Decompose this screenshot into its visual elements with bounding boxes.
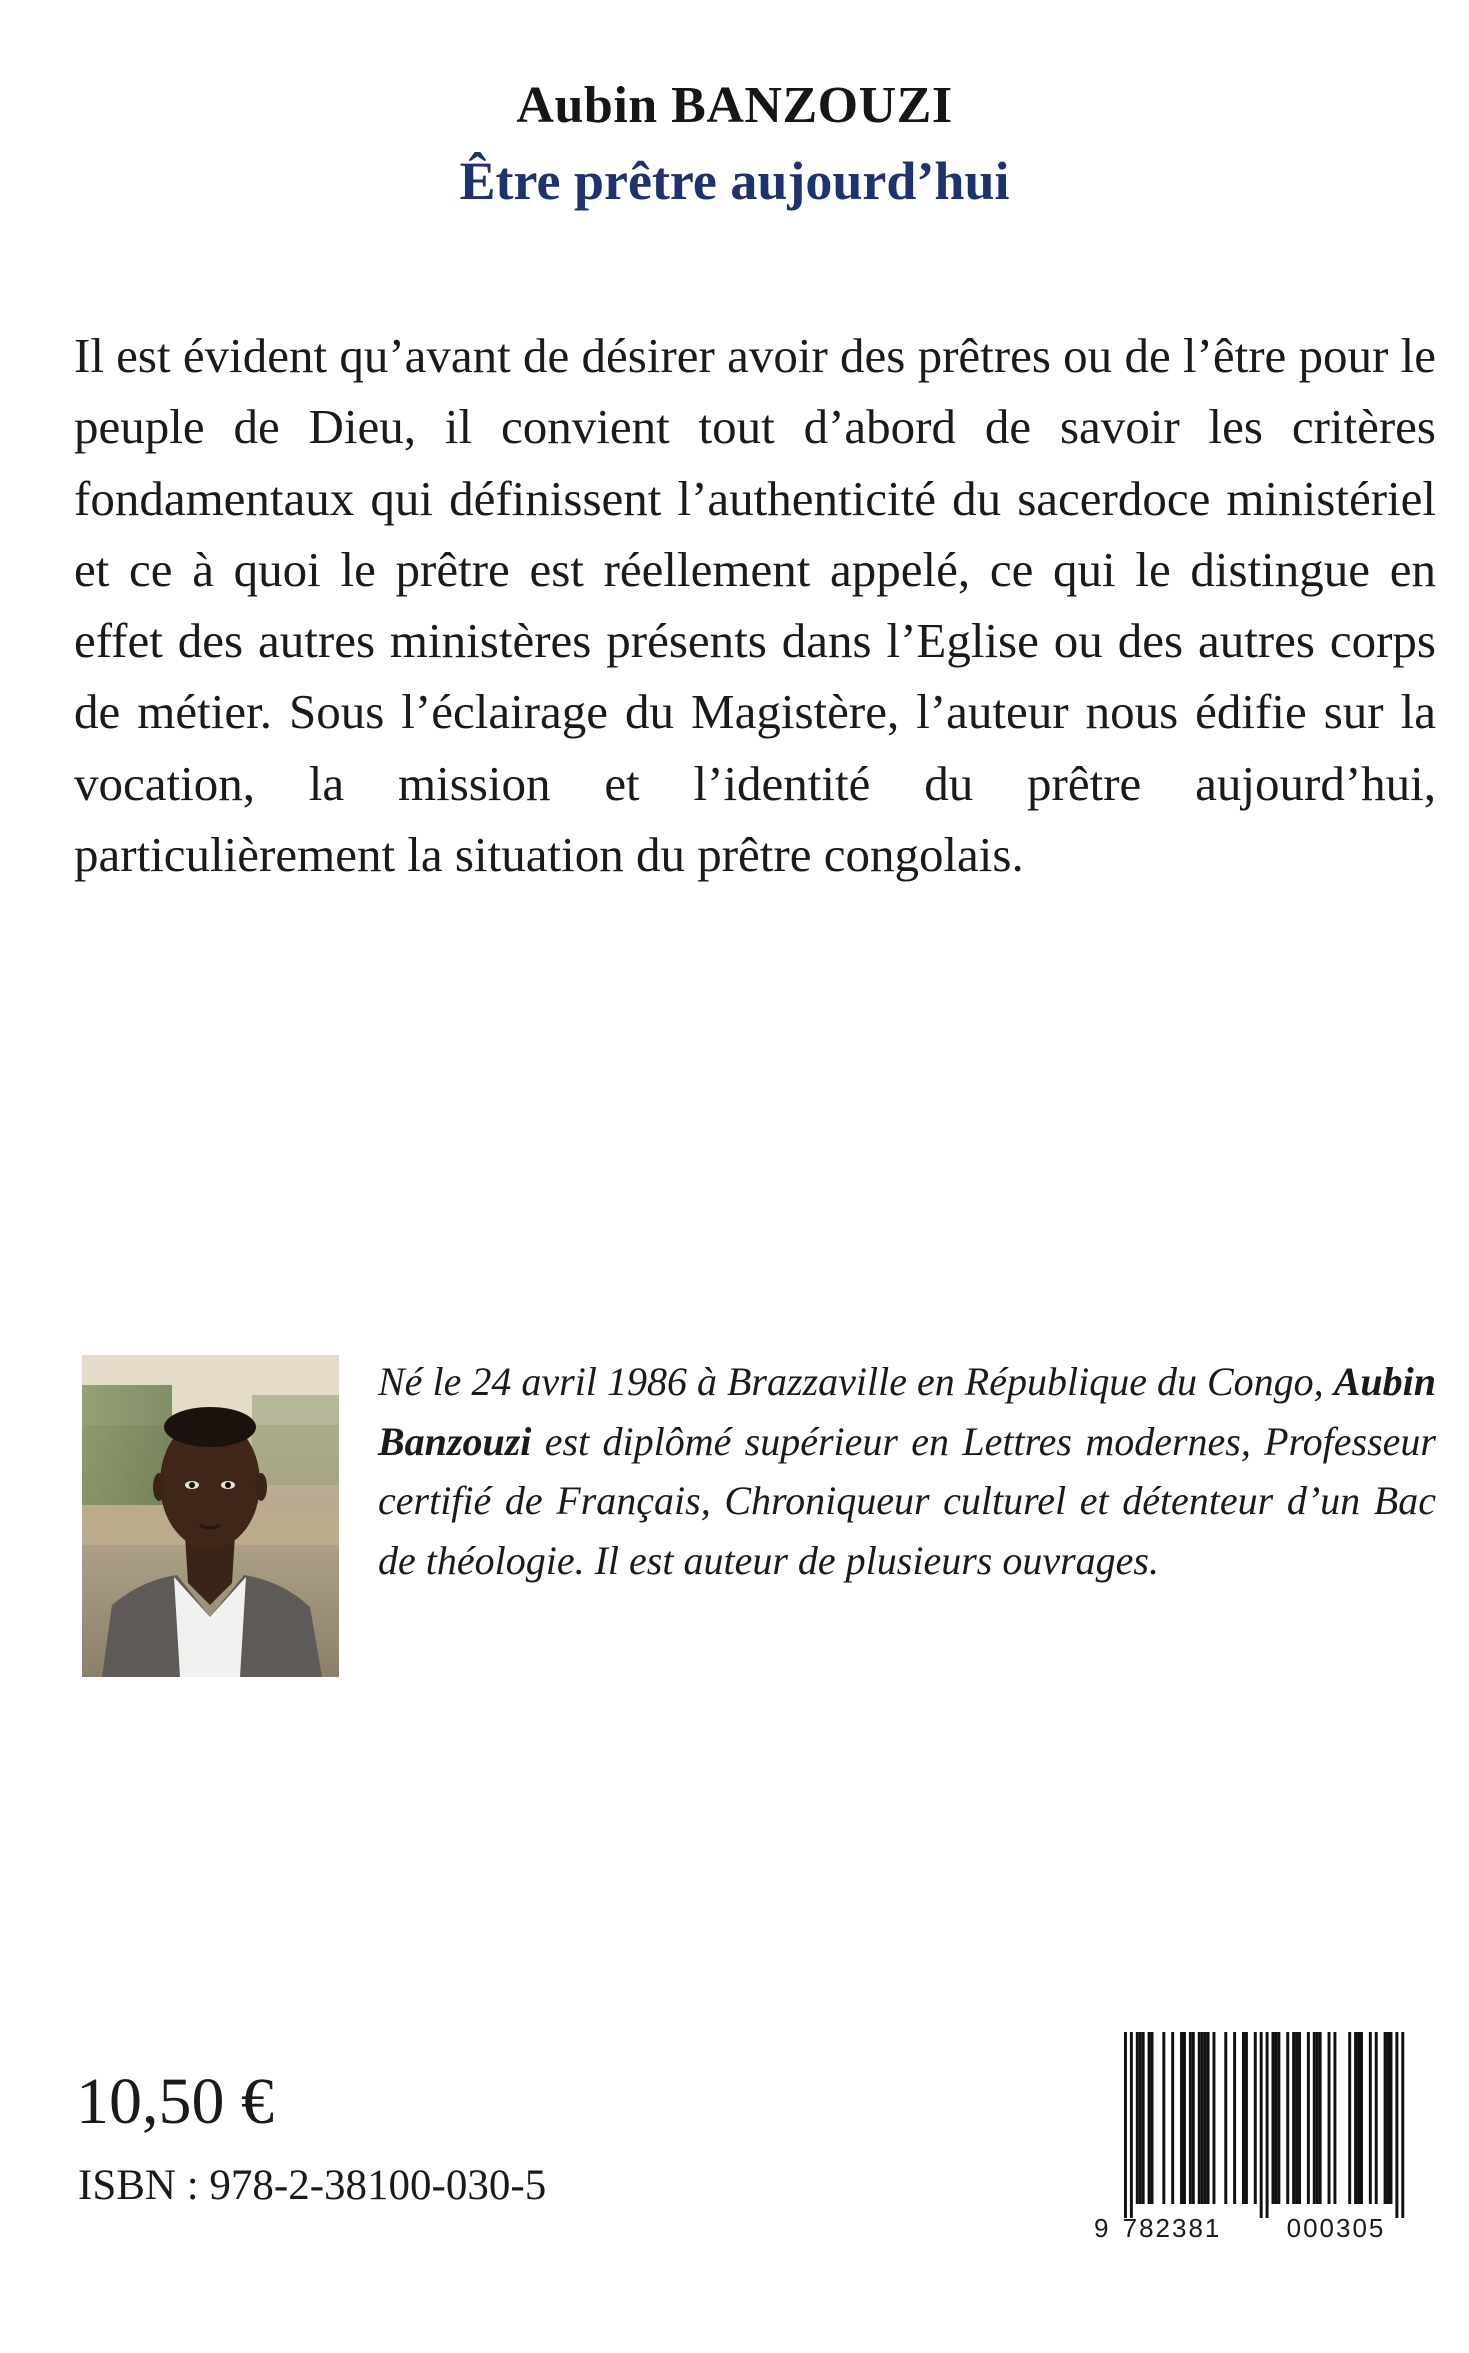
barcode-bar <box>1369 2032 1372 2204</box>
barcode-bar <box>1274 2032 1277 2204</box>
barcode-bar <box>1162 2032 1165 2204</box>
barcode-bar <box>1151 2032 1154 2204</box>
barcode-bar <box>1375 2032 1378 2204</box>
barcode-left-digits: 782381 <box>1122 2213 1222 2243</box>
author-portrait-image <box>82 1355 339 1677</box>
barcode-bar <box>1183 2032 1186 2204</box>
barcode-bar <box>1233 2032 1236 2204</box>
barcode-bar <box>1254 2032 1257 2204</box>
barcode-bar <box>1260 2032 1263 2218</box>
barcode-bar <box>1139 2032 1142 2204</box>
barcode-bar <box>1201 2032 1204 2204</box>
barcode-bar <box>1401 2032 1404 2218</box>
book-summary: Il est évident qu’avant de désirer avoir des prêtres ou de l’être pour le peuple de Dieu, il convient tout d’abord de savoir les critères fondamentaux qui définissent l’authenticité du sacerdoce ministériel et ce à quoi le prêtre est réellement appelé, ce qui le distingue en effet des autres ministères présents dans l’Eglise ou des autres corps de métier. Sous l’éclairage du Magistère, l’auteur nous édifie sur la vocation, la mission et l’identité du prêtre aujourd’hui, particulièrement la situation du prêtre congolais. <box>74 328 1436 883</box>
barcode-bar <box>1245 2032 1248 2204</box>
barcode-bar <box>1390 2032 1393 2204</box>
barcode-bar <box>1316 2032 1319 2204</box>
barcode-bar <box>1142 2032 1145 2204</box>
barcode-bar <box>1207 2032 1210 2204</box>
barcode-bar <box>1298 2032 1301 2204</box>
barcode-bar <box>1286 2032 1289 2204</box>
author-name: Aubin BANZOUZI <box>516 77 953 134</box>
barcode-bar <box>1348 2032 1351 2204</box>
barcode-bar <box>1198 2032 1201 2204</box>
barcode-bar <box>1384 2032 1387 2204</box>
barcode-bar <box>1130 2032 1133 2218</box>
isbn: ISBN : 978-2-38100-030-5 <box>78 2162 547 2209</box>
barcode-bar <box>1192 2032 1195 2204</box>
barcode <box>1088 2030 1434 2245</box>
barcode-bar <box>1242 2032 1245 2204</box>
barcode-bar <box>1292 2032 1295 2204</box>
price: 10,50 € <box>76 2065 274 2138</box>
bio-author-name: Aubin Banzouzi <box>378 1359 1436 1464</box>
barcode-bar <box>1136 2032 1139 2204</box>
barcode-bar <box>1354 2032 1357 2204</box>
barcode-bar <box>1333 2032 1336 2204</box>
barcode-bar <box>1272 2032 1275 2204</box>
barcode-bar <box>1295 2032 1298 2204</box>
barcode-bar <box>1213 2032 1216 2204</box>
barcode-bar <box>1357 2032 1360 2204</box>
barcode-bar <box>1387 2032 1390 2204</box>
barcode-bar <box>1171 2032 1174 2204</box>
barcode-bar <box>1277 2032 1280 2204</box>
barcode-bar <box>1307 2032 1310 2204</box>
barcode-right-digits: 000305 <box>1286 2213 1386 2243</box>
book-title: Être prêtre aujourd’hui <box>459 151 1010 211</box>
barcode-bar <box>1204 2032 1207 2204</box>
barcode-bar <box>1124 2032 1127 2218</box>
barcode-image <box>1088 2030 1434 2245</box>
cover-header <box>0 72 1469 216</box>
barcode-bar <box>1395 2032 1398 2218</box>
barcode-bar <box>1360 2032 1363 2204</box>
barcode-bar <box>1328 2032 1331 2204</box>
barcode-bar <box>1313 2032 1316 2204</box>
bio-intro: Né le 24 avril 1986 à Brazzaville en République du Congo, <box>378 1359 1324 1404</box>
barcode-bar <box>1180 2032 1183 2204</box>
barcode-bar <box>1224 2032 1227 2204</box>
author-photo <box>82 1355 339 1677</box>
barcode-bar <box>1148 2032 1151 2204</box>
author-biography <box>378 1352 1436 1590</box>
barcode-bar <box>1266 2032 1269 2218</box>
barcode-bar <box>1319 2032 1322 2204</box>
bio-details: est diplômé supérieur en Lettres modernes, Professeur certifié de Français, Chroniqueur culturel et détenteur d’un Bac de théologie. Il est auteur de plusieurs ouvrages. <box>378 1418 1436 1583</box>
barcode-bar <box>1189 2032 1192 2204</box>
barcode-first-digit: 9 <box>1094 2213 1109 2243</box>
